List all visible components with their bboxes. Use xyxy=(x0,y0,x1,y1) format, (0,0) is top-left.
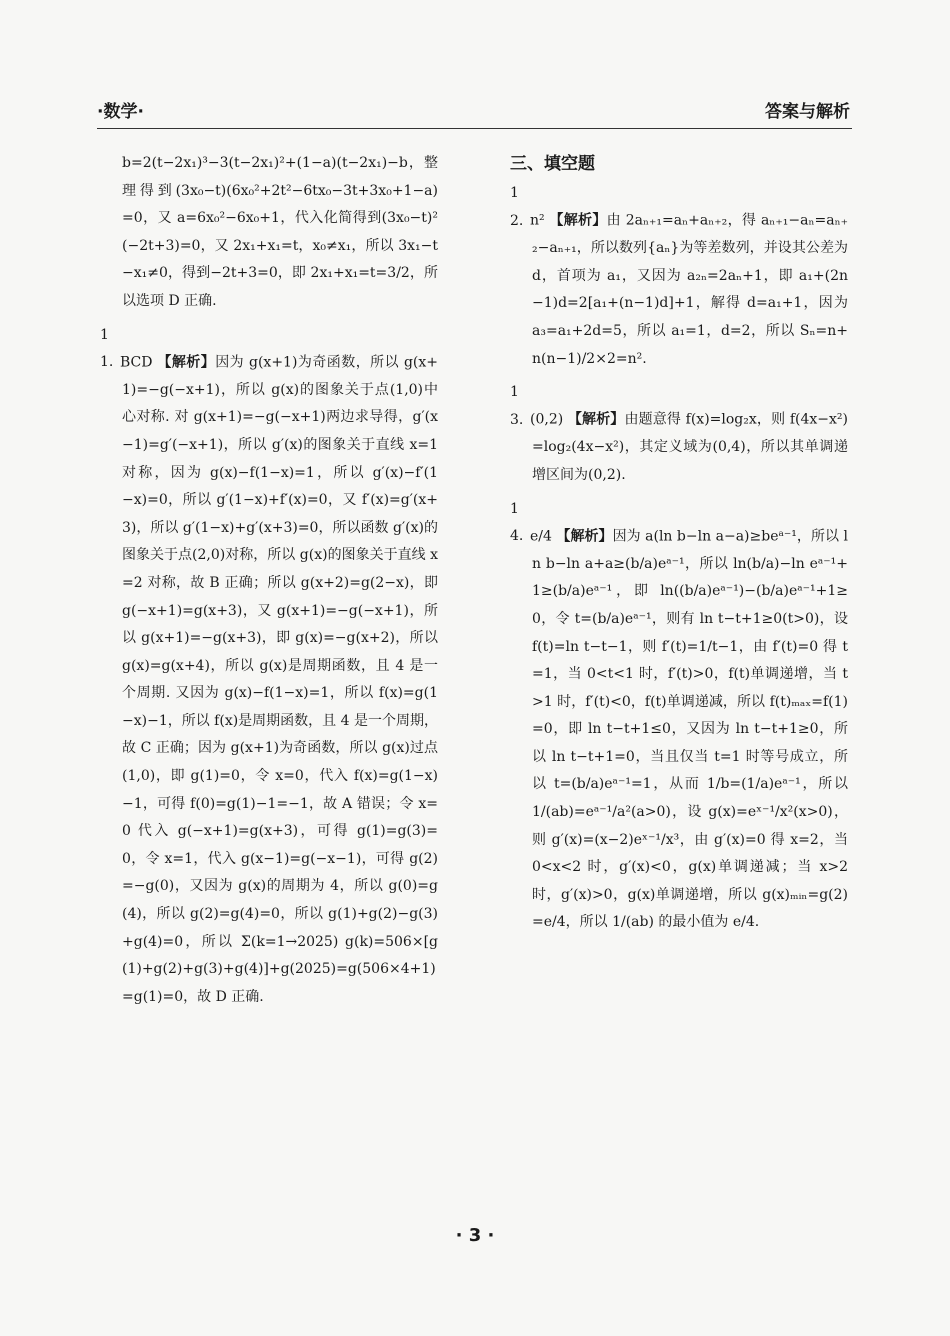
q14-analysis-tag: 【解析】 xyxy=(556,528,613,545)
q13-text: 由题意得 f(x)=log₂x，则 f(4x−x²)=log₂(4x−x²)，其定义域为(0,4)，所以其单调递增区间为(0,2). xyxy=(532,411,848,483)
q12-answer: n² xyxy=(530,212,545,229)
q12-number: 12. xyxy=(510,185,524,229)
q12-text: 由 2aₙ₊₁=aₙ+aₙ₊₂，得 aₙ₊₁−aₙ=aₙ₊₂−aₙ₊₁，所以数列{aₙ}为等差数列，并设其公差为 d，首项为 a₁，又因为 a₂ₙ=2aₙ+1，即 a₁+(2n−1)d=2[a₁+(n−1)d]+1，解得 d=a₁+1，因为 a₃=a₁+2d=5，所以 a₁=1，d=2，所以 Sₙ=n+n(n−1)/2×2=n². xyxy=(532,212,849,367)
section-label: 答案与解析 xyxy=(765,102,850,122)
fill-in-section-title: 三、填空题 xyxy=(510,154,595,174)
header-divider xyxy=(97,128,852,129)
q11-text: 因为 g(x+1)为奇函数，所以 g(x+1)=−g(−x+1)，所以 g(x)的图象关于点(1,0)中心对称. 对 g(x+1)=−g(−x+1)两边求导得，g′(x−1)=g′(−x+1)，所以 g′(x)的图象关于直线 x=1 对称，因为 g(x)−f(1−x)=1，所以 g′(x)−f′(1−x)=0，所以 g′(1−x)+f′(x)=0，又 f′(x)=g′(x+3)，所以 g′(1−x)+g′(x+3)=0，所以函数 g′(x)的图象关于点(2,0)对称，所以 g(x)的图象关于直线 x=2 对称，故 B 正确；所以 g(x+2)=g(2−x)，即 g(−x+1)=g(x+3)，又 g(x+1)=−g(−x+1)，所以 g(x+1)=−g(x+3)，即 g(x)=−g(x+2)，所以 g(x)=g(x+4)，所以 g(x)是周期函数，且 4 是一个周期. 又因为 g(x)−f(1−x)=1，所以 f(x)=g(1−x)−1，所以 f(x)是周期函数，且 4 是一个周期，故 C 正确；因为 g(x+1)为奇函数，所以 g(x)过点(1,0)，即 g(1)=0，令 x=0，代入 f(x)=g(1−x)−1，可得 f(0)=g(1)−1=−1，故 A 错误；令 x=0 代入 g(−x+1)=g(x+3)，可得 g(1)=g(3)=0，令 x=1，代入 g(x−1)=g(−x−1)，可得 g(2)=−g(0)，又因为 g(x)的周期为 4，所以 g(0)=g(4)，所以 g(2)=g(4)=0，所以 g(1)+g(2)−g(3)+g(4)=0，所以 Σ(k=1→2025) g(k)=506×[g(1)+g(2)+g(3)+g(4)]+g(2025)=g(506×4+1)=g(1)=0，故 D 正确. xyxy=(122,354,438,1005)
right-column xyxy=(510,150,848,943)
q13-solution xyxy=(510,379,848,489)
q14-solution xyxy=(510,496,848,938)
q12-solution xyxy=(510,180,848,373)
q14-answer: e/4 xyxy=(530,528,552,545)
q14-text: 因为 a(ln b−ln a−a)≥beᵃ⁻¹，所以 ln b−ln a+a≥(b/a)eᵃ⁻¹，所以 ln(b/a)−ln eᵃ⁻¹+1≥(b/a)eᵃ⁻¹，即 ln((b/a)eᵃ⁻¹)−(b/a)eᵃ⁻¹+1≥0，令 t=(b/a)eᵃ⁻¹，则有 ln t−t+1≥0(t>0)，设 f(t)=ln t−t−1，则 f′(t)=1/t−1，由 f′(t)=0 得 t=1，当 0<t<1 时，f′(t)>0，f(t)单调递增，当 t>1 时，f′(t)<0，f(t)单调递减，所以 f(t)ₘₐₓ=f(1)=0，即 ln t−t+1≤0，又因为 ln t−t+1≥0，所以 ln t−t+1=0，当且仅当 t=1 时等号成立，所以 t=(b/a)eᵃ⁻¹=1，从而 1/b=(1/a)eᵃ⁻¹，所以 1/(ab)=eᵃ⁻¹/a²(a>0)，设 g(x)=eˣ⁻¹/x²(x>0)，则 g′(x)=(x−2)eˣ⁻¹/x³，由 g′(x)=0 得 x=2，当 0<x<2 时，g′(x)<0，g(x)单调递减；当 x>2 时，g′(x)>0，g(x)单调递增，所以 g(x)ₘᵢₙ=g(2)=e/4，所以 1/(ab) 的最小值为 e/4. xyxy=(532,528,848,931)
q10-continuation: b=2(t−2x₁)³−3(t−2x₁)²+(1−a)(t−2x₁)−b，整理得到(3x₀−t)(6x₀²+2t²−6tx₀−3t+3x₀+1−a)=0，又 a=6x₀²−6x₀+1，代入化简得到(3x₀−t)²(−2t+3)=0，又 2x₁+x₁=t，x₀≠x₁，所以 3x₁−t−x₁≠0，得到−2t+3=0，即 2x₁+x₁=t=3/2，所以选项 D 正确. xyxy=(122,155,438,309)
q12-analysis-tag: 【解析】 xyxy=(549,212,607,229)
page-number: · 3 · xyxy=(455,1225,495,1246)
q11-analysis-tag: 【解析】 xyxy=(157,354,216,371)
q11-answer: BCD xyxy=(120,354,153,371)
q11-number: 11. xyxy=(100,326,114,371)
q13-number: 13. xyxy=(510,384,524,428)
left-column xyxy=(100,150,438,1017)
subject-label: ·数学· xyxy=(97,102,144,122)
q14-number: 14. xyxy=(510,500,524,545)
q11-solution xyxy=(100,322,438,1012)
q13-answer: (0,2) xyxy=(530,411,564,428)
q13-analysis-tag: 【解析】 xyxy=(567,411,625,428)
